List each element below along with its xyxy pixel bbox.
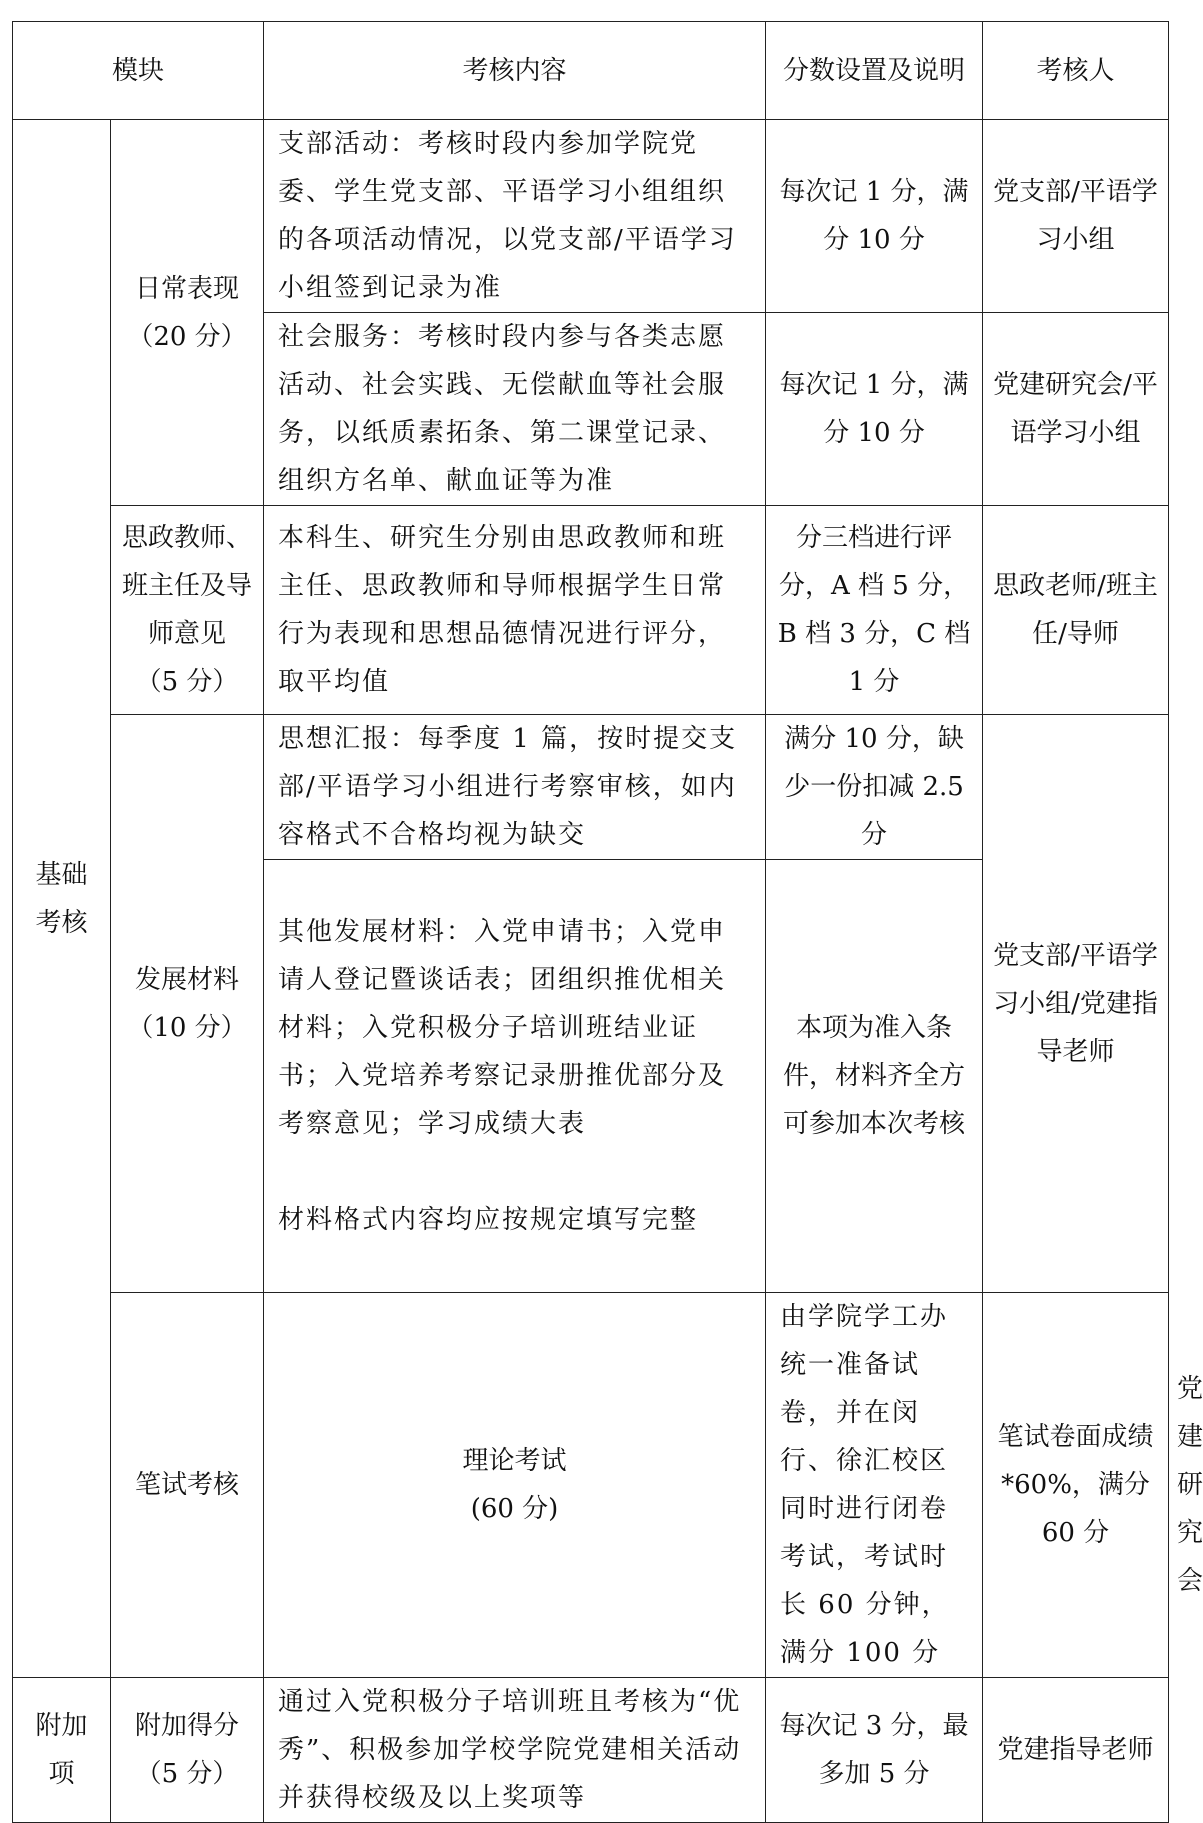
submodule-materials-name: 发展材料	[135, 964, 240, 995]
submodule-bonus	[111, 1678, 264, 1823]
submodule-opinion-name: 思政教师、班主任及导师意见	[122, 523, 253, 649]
module-bonus	[13, 1678, 111, 1823]
assessor-materials: 党支部/平语学习小组/党建指导老师	[983, 715, 1169, 1293]
score-service: 每次记 1 分，满分 10 分	[766, 313, 983, 506]
score-bonus: 每次记 3 分，最多加 5 分	[766, 1678, 983, 1823]
content-other-note: 材料格式内容均应按规定填写完整	[278, 1205, 699, 1235]
submodule-bonus-points: （5 分）	[135, 1759, 239, 1789]
module-basic	[13, 120, 111, 1678]
module-basic-label: 基础考核	[35, 859, 88, 938]
header-assessor: 考核人	[983, 22, 1169, 120]
score-activity: 每次记 1 分，满分 10 分	[766, 120, 983, 313]
assessor-activity: 党支部/平语学习小组	[983, 120, 1169, 313]
header-score: 分数设置及说明	[766, 22, 983, 120]
assessor-bonus: 党建指导老师	[983, 1678, 1169, 1823]
row-bonus	[13, 1678, 1169, 1823]
submodule-written-points: (60 分)	[470, 1494, 559, 1524]
header-content: 考核内容	[264, 22, 766, 120]
content-activity: 支部活动：考核时段内参加学院党委、学生党支部、平语学习小组组织的各项活动情况，以党支部/平语学习小组签到记录为准	[264, 120, 766, 313]
score-written: 笔试卷面成绩*60%，满分 60 分	[983, 1293, 1169, 1678]
content-bonus: 通过入党积极分子培训班且考核为“优秀”、积极参加学校学院党建相关活动并获得校级及以上奖项等	[264, 1678, 766, 1823]
submodule-daily	[111, 120, 264, 506]
header-module: 模块	[13, 22, 264, 120]
assessor-service: 党建研究会/平语学习小组	[983, 313, 1169, 506]
submodule-daily-name: 日常表现	[135, 273, 240, 304]
submodule-written	[264, 1293, 766, 1678]
content-service: 社会服务：考核时段内参与各类志愿活动、社会实践、无偿献血等社会服务，以纸质素拓条、第二课堂记录、组织方名单、献血证等为准	[264, 313, 766, 506]
submodule-materials	[111, 715, 264, 1293]
submodule-opinion-points: （5 分）	[135, 667, 239, 697]
submodule-opinion	[111, 506, 264, 715]
module-written	[111, 1293, 264, 1678]
header-row	[13, 22, 1169, 120]
submodule-written-name: 理论考试	[462, 1446, 567, 1476]
score-report: 满分 10 分，缺少一份扣减 2.5 分	[766, 715, 983, 860]
module-bonus-label: 附加项	[35, 1711, 88, 1789]
assessor-opinion: 思政老师/班主任/导师	[983, 506, 1169, 715]
submodule-materials-points: （10 分）	[127, 1012, 247, 1043]
row-written: 笔试考核 理论考试 (60 分) 由学院学工办统一准备试卷，并在闵行、徐汇校区同时进行闭卷考试，考试时长 60 分钟，满分 100 分 笔试卷面成绩*60%，满分 60 分 党建研究会	[13, 1293, 1169, 1678]
content-other-text: 其他发展材料：入党申请书；入党申请人登记暨谈话表；团组织推优相关材料；入党积极分子培训班结业证书；入党培养考察记录册推优部分及考察意见；学习成绩大表	[278, 917, 727, 1139]
assessment-table	[12, 21, 1203, 1823]
row-materials-report	[13, 715, 1169, 860]
content-written: 由学院学工办统一准备试卷，并在闵行、徐汇校区同时进行闭卷考试，考试时长 60 分钟，满分 100 分	[766, 1293, 983, 1678]
content-report: 思想汇报：每季度 1 篇，按时提交支部/平语学习小组进行考察审核，如内容格式不合格均视为缺交	[264, 715, 766, 860]
row-opinion	[13, 506, 1169, 715]
score-opinion: 分三档进行评分，A 档 5 分，B 档 3 分，C 档 1 分	[766, 506, 983, 715]
score-other: 本项为准入条件，材料齐全方可参加本次考核	[766, 860, 983, 1293]
submodule-bonus-name: 附加得分	[135, 1711, 240, 1741]
submodule-daily-points: （20 分）	[127, 321, 247, 352]
row-daily-activity	[13, 120, 1169, 313]
module-written-label: 笔试考核	[135, 1470, 240, 1500]
content-other	[264, 860, 766, 1293]
content-opinion: 本科生、研究生分别由思政教师和班主任、思政教师和导师根据学生日常行为表现和思想品德情况进行评分，取平均值	[264, 506, 766, 715]
